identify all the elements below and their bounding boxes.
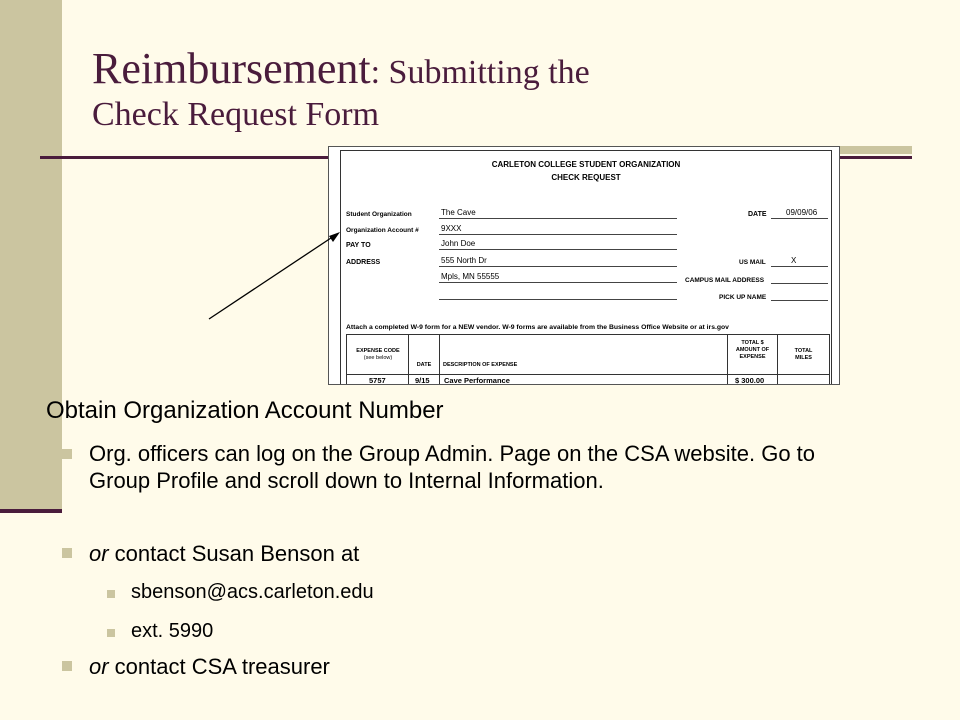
th-amount-line1: TOTAL $ bbox=[741, 340, 764, 346]
row-amount: $ 300.00 bbox=[735, 376, 765, 385]
label-org-account: Organization Account # bbox=[346, 227, 419, 234]
label-us-mail: US MAIL bbox=[739, 259, 766, 266]
title-line2: Check Request Form bbox=[92, 95, 380, 133]
value-address-line1: 555 North Dr bbox=[441, 256, 487, 265]
bullet-square bbox=[62, 548, 72, 558]
title-main: Reimbursement bbox=[92, 44, 371, 93]
row-code: 5757 bbox=[369, 376, 386, 385]
th-description: DESCRIPTION OF EXPENSE bbox=[443, 362, 518, 368]
bullet-obtain-account: Obtain Organization Account Number bbox=[46, 397, 444, 424]
contact-susan-text: contact Susan Benson at bbox=[108, 541, 360, 566]
th-expense-code-line1: EXPENSE CODE bbox=[356, 348, 400, 354]
susan-extension: ext. 5990 bbox=[131, 620, 214, 642]
bullet-contact-susan bbox=[89, 540, 359, 567]
row-date: 9/15 bbox=[415, 376, 430, 385]
label-date: DATE bbox=[748, 211, 767, 218]
bullet-square bbox=[62, 449, 72, 459]
title-rest: : Submitting the bbox=[370, 54, 590, 91]
th-amount-line3: EXPENSE bbox=[739, 354, 766, 360]
label-pick-up: PICK UP NAME bbox=[719, 294, 767, 301]
contact-treasurer-text: contact CSA treasurer bbox=[108, 654, 330, 679]
label-student-org: Student Organization bbox=[346, 211, 412, 218]
th-miles-line1: TOTAL bbox=[794, 348, 813, 354]
label-pay-to: PAY TO bbox=[346, 242, 371, 249]
value-date: 09/09/06 bbox=[786, 208, 818, 217]
bullet-square bbox=[107, 629, 115, 637]
or-emphasis: or bbox=[89, 654, 109, 679]
value-pay-to: John Doe bbox=[441, 239, 476, 248]
bullet-square bbox=[20, 406, 34, 420]
susan-email: sbenson@acs.carleton.edu bbox=[131, 581, 374, 603]
form-header-line1: CARLETON COLLEGE STUDENT ORGANIZATION bbox=[491, 160, 681, 169]
bullet-org-officers: Org. officers can log on the Group Admin. Page on the CSA website. Go to Group Profile and scroll down to Internal Information. bbox=[89, 441, 816, 493]
bullet-square bbox=[107, 590, 115, 598]
label-address: ADDRESS bbox=[346, 259, 381, 266]
value-us-mail: X bbox=[791, 256, 797, 265]
form-header-line2: CHECK REQUEST bbox=[551, 173, 621, 182]
th-miles-line2: MILES bbox=[795, 355, 812, 361]
row-description: Cave Performance bbox=[444, 376, 510, 385]
w9-note: Attach a completed W-9 form for a NEW vendor. W-9 forms are available from the Business Office Website or at irs.gov bbox=[346, 324, 729, 331]
value-student-org: The Cave bbox=[441, 208, 476, 217]
th-expense-code-line2: (see below) bbox=[363, 355, 393, 361]
th-amount-line2: AMOUNT OF bbox=[735, 347, 770, 353]
bullet-contact-treasurer bbox=[89, 653, 330, 680]
value-address-line2: Mpls, MN 55555 bbox=[441, 272, 500, 281]
value-org-account: 9XXX bbox=[441, 224, 462, 233]
or-emphasis: or bbox=[89, 541, 109, 566]
bullet-square bbox=[62, 661, 72, 671]
th-date: DATE bbox=[416, 362, 432, 368]
label-campus-mail: CAMPUS MAIL ADDRESS bbox=[685, 277, 765, 284]
